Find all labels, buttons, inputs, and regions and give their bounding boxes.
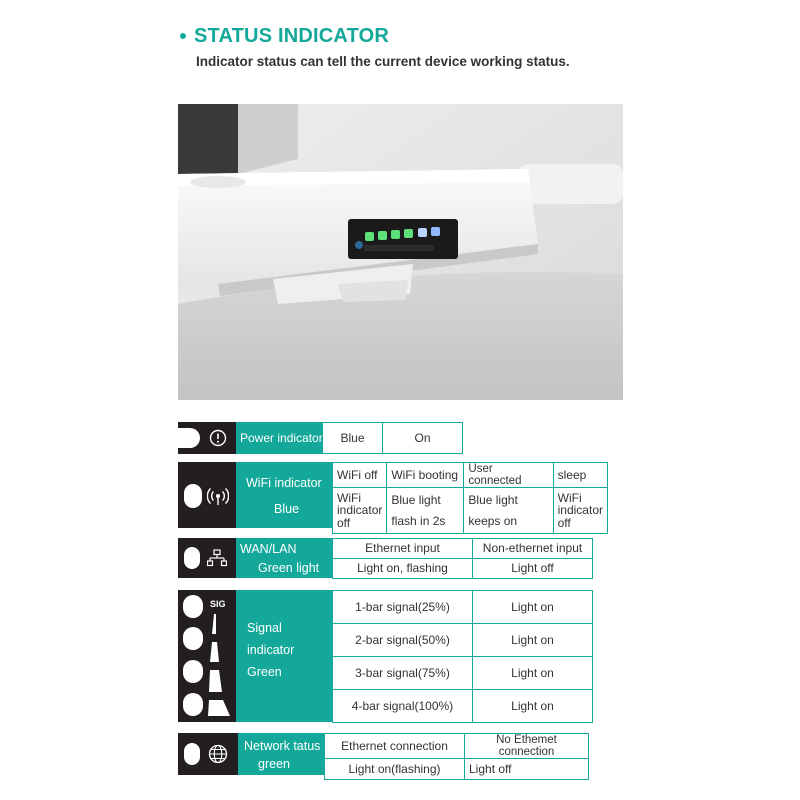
table-cell: Light on (473, 690, 593, 723)
wifi-label-block (236, 462, 332, 528)
wan-table (332, 538, 593, 579)
cell-line: flash in 2s (391, 513, 446, 528)
signal-bars-icon (208, 612, 232, 716)
signal-label-block (236, 590, 332, 722)
network-label-line2: green (258, 757, 290, 771)
indicator-knob (183, 660, 203, 683)
bullet-dot (180, 33, 186, 39)
indicator-knob (184, 743, 200, 765)
table-cell (387, 488, 464, 534)
wifi-label-line1: WiFi indicator (246, 476, 322, 490)
table-header-cell: Ethernet input (333, 539, 473, 559)
indicator-knob (184, 547, 200, 569)
table-row (323, 423, 463, 454)
table-cell: Light off (465, 759, 589, 780)
table-row (325, 759, 589, 780)
power-label: Power indicator (240, 431, 323, 445)
cell-line: keeps on (468, 513, 518, 528)
cell-line: Blue light (468, 493, 518, 508)
section-heading (180, 24, 389, 48)
table-header-cell: sleep (553, 463, 607, 488)
table-cell: Light on, flashing (333, 559, 473, 579)
wan-label-line2: Green light (258, 561, 320, 575)
indicator-knob (184, 484, 202, 508)
wan-lan-indicator-section (178, 538, 593, 578)
cell-line: Blue light (391, 493, 441, 508)
table-header-row (333, 463, 608, 488)
table-cell: 2-bar signal(50%) (333, 624, 473, 657)
table-header-cell: Non-ethernet input (473, 539, 593, 559)
table-row (333, 488, 608, 534)
network-label-block (238, 733, 324, 775)
table-cell: On (383, 423, 463, 454)
power-icon (208, 428, 228, 448)
signal-label-line3: Green (247, 665, 282, 679)
wifi-label-line2: Blue (274, 502, 300, 516)
wifi-table (332, 462, 608, 534)
wan-icon-panel (178, 538, 236, 578)
cell-line: WiFi (337, 490, 361, 505)
signal-table (332, 590, 593, 723)
table-header-row (325, 734, 589, 759)
cell-line: indicator (557, 503, 603, 518)
wan-label-block (236, 538, 332, 578)
network-label-line1: Network tatus (244, 739, 321, 753)
power-table (322, 422, 463, 454)
table-cell: Light on (473, 591, 593, 624)
signal-label-line2: indicator (247, 643, 295, 657)
power-label-block (236, 422, 322, 454)
indicator-knob (183, 595, 203, 618)
power-indicator-section (178, 422, 463, 454)
table-header-cell: User connected (464, 463, 553, 488)
table-cell: 3-bar signal(75%) (333, 657, 473, 690)
indicator-knob (183, 693, 203, 716)
table-cell: Light on(flashing) (325, 759, 465, 780)
network-topology-icon (205, 547, 229, 569)
page-title: STATUS INDICATOR (194, 24, 390, 47)
table-cell (333, 488, 387, 534)
table-cell (464, 488, 553, 534)
table-row (333, 559, 593, 579)
cell-line: off (337, 515, 351, 530)
table-row (333, 624, 593, 657)
signal-indicator-section (178, 590, 593, 722)
network-status-section (178, 733, 593, 775)
wan-label-line1: WAN/LAN (240, 542, 297, 556)
sig-label: SIG (210, 599, 226, 609)
table-header-cell: No Ethemet connection (465, 734, 589, 759)
globe-icon (206, 743, 230, 765)
power-icon-panel (178, 422, 236, 454)
indicator-knob (183, 627, 203, 650)
indicator-knob (178, 428, 200, 448)
network-icon-panel (178, 733, 238, 775)
wifi-indicator-section (178, 462, 608, 528)
device-photo (178, 104, 623, 400)
table-header-cell: Ethernet connection (325, 734, 465, 759)
table-cell: Light on (473, 624, 593, 657)
table-cell: Light off (473, 559, 593, 579)
cell-line: indicator (337, 503, 383, 518)
table-row (333, 657, 593, 690)
cell-line: WiFi (557, 490, 582, 505)
table-row (333, 591, 593, 624)
signal-icon-panel (178, 590, 236, 722)
table-header-cell: WiFi booting (387, 463, 464, 488)
table-cell: Blue (323, 423, 383, 454)
table-row (333, 690, 593, 723)
signal-label-line1: Signal (247, 621, 282, 635)
wifi-signal-icon (206, 484, 230, 508)
cell-line: off (557, 515, 571, 530)
table-cell (553, 488, 607, 534)
table-header-row (333, 539, 593, 559)
network-table (324, 733, 589, 780)
table-cell: 4-bar signal(100%) (333, 690, 473, 723)
table-cell: 1-bar signal(25%) (333, 591, 473, 624)
page-subtitle: Indicator status can tell the current device working status. (196, 54, 570, 69)
wifi-icon-panel (178, 462, 236, 528)
table-cell: Light on (473, 657, 593, 690)
table-header-cell: WiFi off (333, 463, 387, 488)
